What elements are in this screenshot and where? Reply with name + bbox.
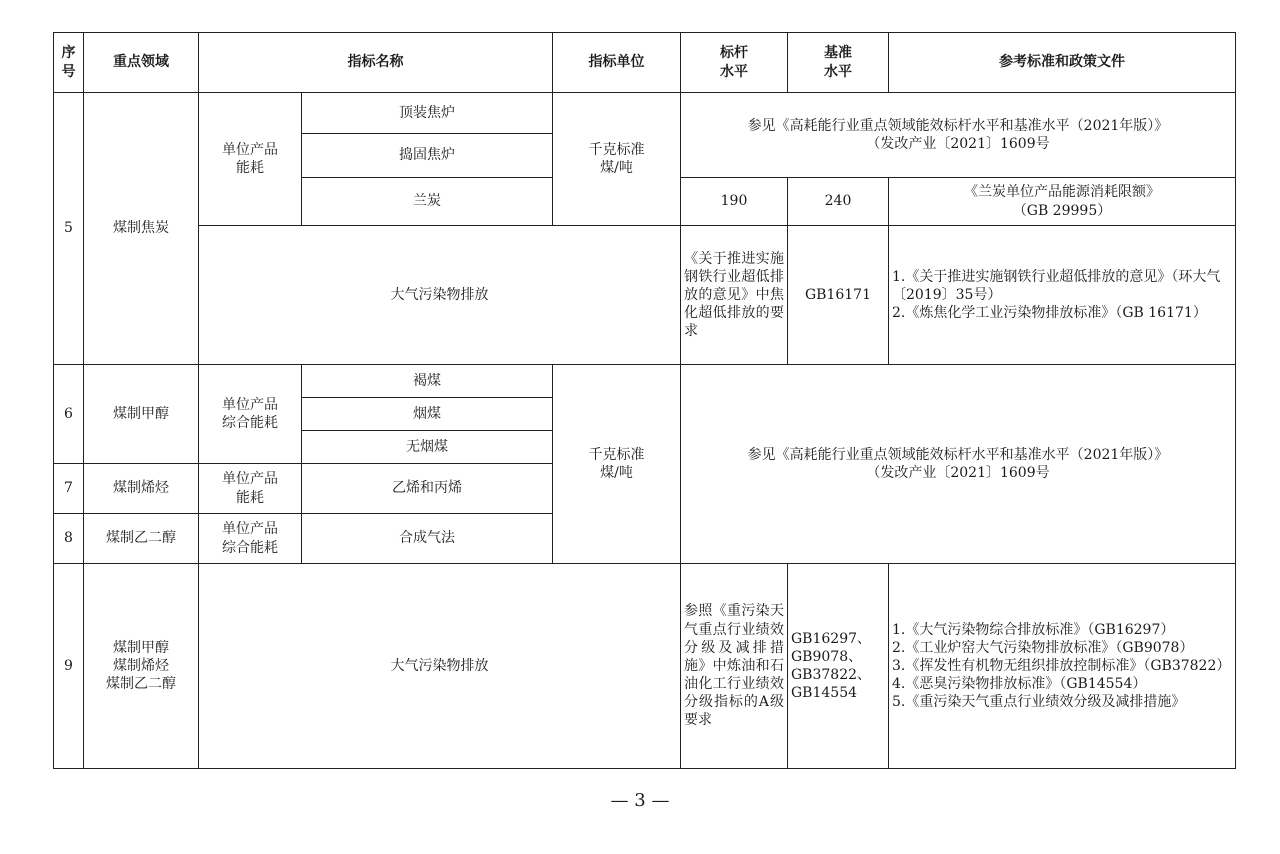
ref-item: 1.《大气污染物综合排放标准》（GB16297） bbox=[892, 621, 1175, 638]
row5-item-2: 捣固焦炉 bbox=[302, 134, 553, 178]
header-row bbox=[54, 33, 1236, 93]
table-row bbox=[54, 226, 1236, 365]
row6-domain: 煤制甲醇 bbox=[84, 365, 199, 464]
row5-emission-label: 大气污染物排放 bbox=[199, 226, 681, 365]
row7-item: 乙烯和丙烯 bbox=[302, 464, 553, 514]
row5-merged-ref: 参见《高耗能行业重点领域能效标杆水平和基准水平（2021年版）》 （发改产业〔2021〕1609号 bbox=[681, 93, 1236, 178]
row6-seq: 6 bbox=[54, 365, 84, 464]
row6-group: 单位产品 综合能耗 bbox=[199, 365, 302, 464]
ref-item: 2.《工业炉窑大气污染物排放标准》（GB9078） bbox=[892, 639, 1194, 656]
row8-seq: 8 bbox=[54, 514, 84, 564]
header-indicator: 指标名称 bbox=[199, 33, 553, 93]
row9-benchmark: 参照《重污染天气重点行业绩效分级及减排措施》中炼油和石油化工行业绩效分级指标的A级要求 bbox=[681, 564, 788, 769]
header-baseline: 基准 水平 bbox=[788, 33, 889, 93]
row5-emission-refs bbox=[889, 226, 1236, 365]
ref-item: 1.《关于推进实施钢铁行业超低排放的意见》（环大气〔2019〕35号） bbox=[892, 268, 1221, 303]
table-row bbox=[54, 365, 1236, 398]
header-domain: 重点领域 bbox=[84, 33, 199, 93]
ref-item: 3.《挥发性有机物无组织排放控制标准》（GB37822） bbox=[892, 657, 1231, 674]
row9-baseline: GB16297、 GB9078、 GB37822、 GB14554 bbox=[788, 564, 889, 769]
row5-unit: 千克标准 煤/吨 bbox=[553, 93, 681, 226]
ref-item: 2.《炼焦化学工业污染物排放标准》（GB 16171） bbox=[892, 305, 1207, 322]
row7-group: 单位产品 能耗 bbox=[199, 464, 302, 514]
row9-emission-label: 大气污染物排放 bbox=[199, 564, 681, 769]
ref-item: 4.《恶臭污染物排放标准》（GB14554） bbox=[892, 676, 1147, 693]
row8-item: 合成气法 bbox=[302, 514, 553, 564]
header-benchmark: 标杆 水平 bbox=[681, 33, 788, 93]
row6-item-1: 褐煤 bbox=[302, 365, 553, 398]
row7-domain: 煤制烯烃 bbox=[84, 464, 199, 514]
row9-domain: 煤制甲醇 煤制烯烃 煤制乙二醇 bbox=[84, 564, 199, 769]
row9-refs bbox=[889, 564, 1236, 769]
page-number: — 3 — bbox=[610, 790, 670, 811]
header-unit: 指标单位 bbox=[553, 33, 681, 93]
row5-domain: 煤制焦炭 bbox=[84, 93, 199, 365]
indicator-table bbox=[53, 32, 1236, 769]
row8-domain: 煤制乙二醇 bbox=[84, 514, 199, 564]
row6-item-2: 烟煤 bbox=[302, 398, 553, 431]
row5-group: 单位产品 能耗 bbox=[199, 93, 302, 226]
row8-group: 单位产品 综合能耗 bbox=[199, 514, 302, 564]
row6-item-3: 无烟煤 bbox=[302, 431, 553, 464]
merged-unit-678: 千克标准 煤/吨 bbox=[553, 365, 681, 564]
table-row bbox=[54, 564, 1236, 769]
row5-lantan-ref: 《兰炭单位产品能源消耗限额》 （GB 29995） bbox=[889, 178, 1236, 226]
header-reference: 参考标准和政策文件 bbox=[889, 33, 1236, 93]
ref-item: 5.《重污染天气重点行业绩效分级及减排措施》 bbox=[892, 694, 1186, 711]
row5-item-1: 顶装焦炉 bbox=[302, 93, 553, 134]
row9-seq: 9 bbox=[54, 564, 84, 769]
row5-lantan-baseline: 240 bbox=[788, 178, 889, 226]
row5-seq: 5 bbox=[54, 93, 84, 365]
merged-ref-678: 参见《高耗能行业重点领域能效标杆水平和基准水平（2021年版）》 （发改产业〔2021〕1609号 bbox=[681, 365, 1236, 564]
row5-item-3: 兰炭 bbox=[302, 178, 553, 226]
row5-emission-baseline: GB16171 bbox=[788, 226, 889, 365]
row7-seq: 7 bbox=[54, 464, 84, 514]
row5-lantan-benchmark: 190 bbox=[681, 178, 788, 226]
row5-emission-benchmark: 《关于推进实施钢铁行业超低排放的意见》中焦化超低排放的要求 bbox=[681, 226, 788, 365]
table-row bbox=[54, 93, 1236, 134]
header-seq: 序号 bbox=[54, 33, 84, 93]
